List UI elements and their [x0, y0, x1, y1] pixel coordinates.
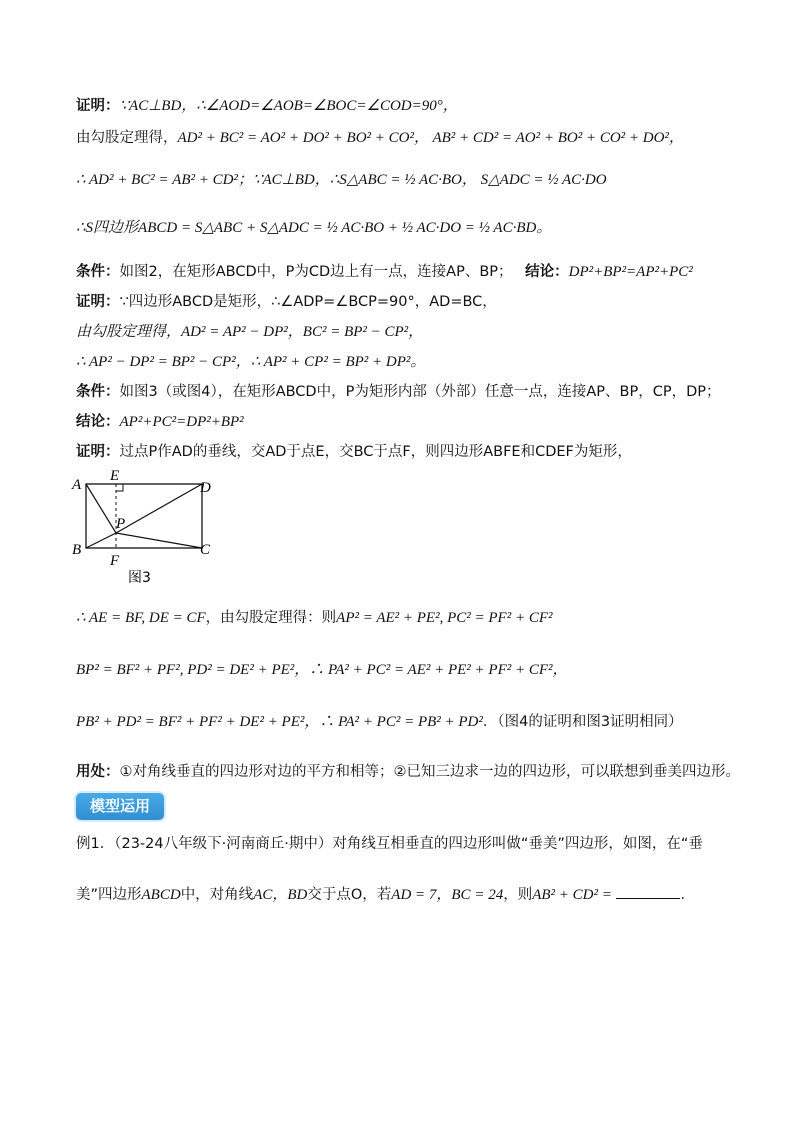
segment-ap [86, 484, 116, 533]
example-l2i: ． [680, 887, 695, 903]
cond3-line [76, 382, 720, 402]
proof3b-l1b: ，由勾股定理得：则 [205, 610, 337, 626]
usage-label: 用处： [76, 764, 120, 780]
proof1-line1 [76, 96, 458, 116]
proof2-l3: ∴ AP² − DP² = BP² − CP²，∴ AP² + CP² = BP² + DP²。 [76, 354, 426, 370]
example-l2d: AC，BD [253, 887, 308, 903]
concl3-text: AP²+PC²=DP²+BP² [119, 414, 244, 430]
proof3b-l3c: ．（图4的证明和图3证明相同） [482, 714, 683, 730]
label-F: F [110, 553, 120, 569]
cond2-conclusion: DP²+BP²=AP²+PC² [568, 264, 693, 280]
proof1-intro: 由勾股定理得， [76, 130, 178, 146]
proof-label: 证明： [76, 294, 120, 310]
label-P: P [116, 516, 126, 532]
segment-cp [116, 533, 202, 548]
proof2-line3 [76, 352, 425, 372]
proof-label: 证明： [76, 444, 120, 460]
proof2-line1 [76, 292, 497, 312]
proof3b-l3a: PB² + PD² = BF² + PF² + DE² + PE² [76, 714, 305, 730]
answer-blank[interactable] [616, 884, 680, 899]
proof3b-l1c: AP² = AE² + PE², PC² = PF² + CF² [336, 610, 553, 626]
proof1-area-formula: ∴ AD² + BC² = AB² + CD²；∵AC⊥BD，∴S△ABC = ½ AC·BO， S△ADC = ½ AC·DO [76, 172, 607, 188]
proof3b-line2 [76, 660, 568, 680]
proof3b-l3b: ，∴ PA² + PC² = PB² + PD² [304, 714, 483, 730]
segment-dp [116, 484, 202, 533]
example-l2g: ，则 [503, 887, 533, 903]
proof3b-l2b: ，∴ PA² + PC² = AE² + PE² + PF² + CF²， [294, 662, 568, 678]
cond3-text: 如图3（或图4），在矩形ABCD中，P为矩形内部（外部）任意一点，连接AP、BP，CP，DP； [119, 384, 721, 400]
concl3-line [76, 412, 244, 432]
proof1-area-sum: ∴S四边形ABCD = S△ABC + S△ADC = ½ AC·BO + ½ AC·DO = ½ AC·BD。 [76, 220, 552, 236]
proof3-line [76, 442, 632, 462]
example-l1: 例1．（23-24八年级下·河南商丘·期中）对角线互相垂直的四边形叫做“垂美”四边形，如图，在“垂 [76, 836, 703, 852]
proof3-text: 过点P作AD的垂线，交AD于点E，交BC于点F，则四边形ABFE和CDEF为矩形， [119, 444, 632, 460]
example-l2f: AD = 7，BC = 24 [391, 887, 504, 903]
label-A: A [72, 477, 82, 493]
right-angle-mark [116, 484, 123, 491]
proof1-equations: AD² + BC² = AO² + DO² + BO² + CO²， AB² + CD² = AO² + BO² + CO² + DO²， [177, 130, 684, 146]
example-l2c: 中，对角线 [180, 887, 254, 903]
cond2-line [76, 262, 693, 282]
proof2-l2: 由勾股定理得，AD² = AP² − DP²，BC² = BP² − CP²， [76, 324, 424, 340]
proof1-statement: ∵AC⊥BD，∴∠AOD=∠AOB=∠BOC=∠COD=90°， [119, 98, 458, 114]
proof1-line3 [76, 170, 607, 190]
proof2-l1: ∵四边形ABCD是矩形，∴∠ADP=∠BCP=90°，AD=BC， [119, 294, 497, 310]
label-D: D [200, 480, 211, 496]
condition-label: 条件： [76, 264, 120, 280]
example-l2e: 交于点O，若 [307, 887, 392, 903]
example-l2a: 美”四边形 [76, 887, 142, 903]
example-l2b: ABCD [141, 887, 181, 903]
usage-text: ①对角线垂直的四边形对边的平方和相等；②已知三边求一边的四边形，可以联想到垂美四边形。 [119, 764, 740, 780]
proof3b-line1 [76, 608, 553, 628]
figure-caption: 图3 [128, 570, 151, 586]
usage-line [76, 762, 740, 782]
label-C: C [200, 542, 211, 558]
condition-label: 条件： [76, 384, 120, 400]
model-application-badge: 模型运用 [76, 793, 164, 820]
cond2-text: 如图2，在矩形ABCD中，P为CD边上有一点，连接AP、BP； [119, 264, 513, 280]
conclusion-label: 结论： [76, 414, 120, 430]
example-line1 [76, 834, 703, 854]
proof3b-l1a: ∴ AE = BF, DE = CF [76, 610, 206, 626]
proof1-line2 [76, 128, 684, 148]
figure-3 [66, 466, 226, 588]
label-E: E [110, 468, 120, 484]
conclusion-label: 结论： [525, 264, 569, 280]
proof1-line4 [76, 218, 551, 238]
proof3b-line3 [76, 712, 683, 732]
label-B: B [72, 542, 82, 558]
example-line2 [76, 884, 695, 905]
segment-bp [86, 533, 116, 548]
example-l2h: AB² + CD² = [532, 887, 612, 903]
proof-label: 证明： [76, 98, 120, 114]
proof3b-l2a: BP² = BF² + PF², PD² = DE² + PE² [76, 662, 295, 678]
proof2-line2 [76, 322, 423, 342]
